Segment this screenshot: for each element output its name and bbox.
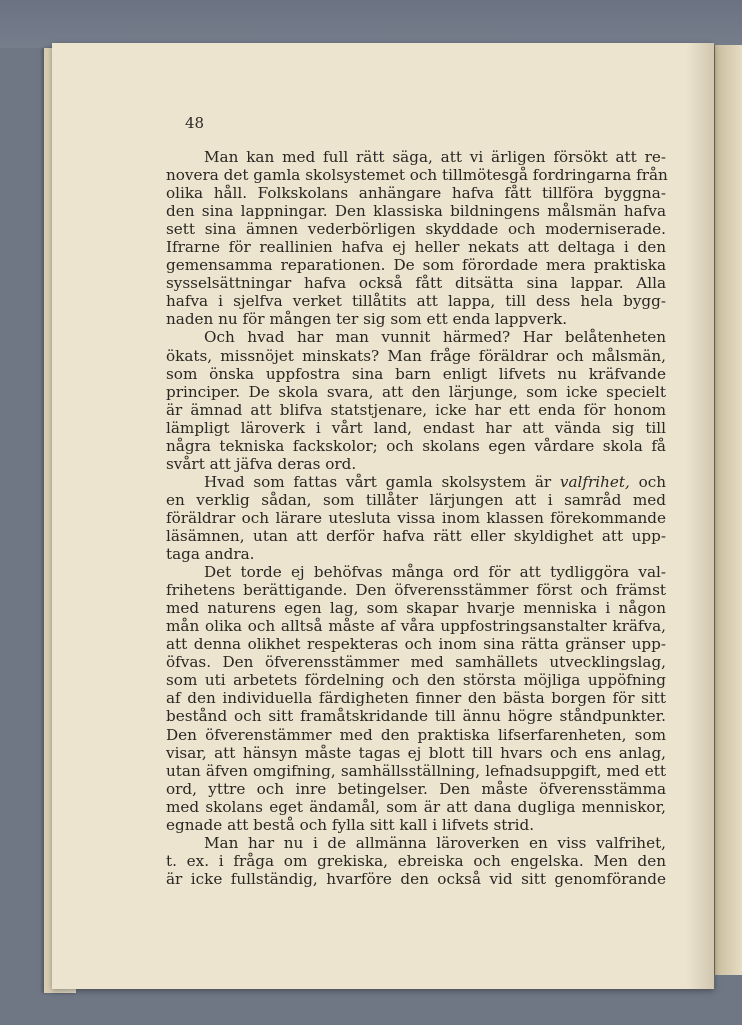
text-line: [166, 581, 666, 599]
text-line-content: är ämnad att blifva statstjenare, icke har ett enda för honom: [166, 400, 666, 419]
text-line: [166, 870, 666, 888]
text-line-content: med naturens egen lag, som skapar hvarje menniska i någon: [166, 599, 666, 618]
text-line-tail: och: [629, 472, 666, 491]
text-line: [166, 202, 666, 220]
text-line-content: är icke fullständig, hvarföre den också vid sitt genomförande: [166, 869, 666, 888]
text-line: [166, 563, 666, 581]
text-line: [166, 383, 666, 401]
text-line: [166, 798, 666, 816]
text-line-content: t. ex. i fråga om grekiska, ebreiska och engelska. Men den: [166, 851, 666, 870]
text-line-content: utan äfven omgifning, samhällsställning, lefnadsuppgift, med ett: [166, 761, 666, 780]
text-line-content: naden nu för mången ter sig som ett enda lappverk.: [166, 310, 568, 329]
text-line: [166, 780, 666, 798]
facing-page-edge: [714, 45, 742, 975]
text-line: [166, 527, 666, 545]
text-line-content: af den individuella färdigheten finner den bästa borgen för sitt: [166, 689, 666, 708]
text-line-content: Och hvad har man vunnit härmed? Har belåtenheten: [204, 328, 666, 347]
text-line-content: en verklig sådan, som tillåter lärjungen att i samråd med: [166, 490, 666, 509]
text-line-content: novera det gamla skolsystemet och tillmötesgå fordringarna från: [166, 166, 668, 185]
text-line-content: gemensamma reparationen. De som förordade mera praktiska: [166, 256, 666, 275]
text-line-content: sett sina ämnen vederbörligen skyddade och moderniserade.: [166, 220, 666, 239]
text-line-content: ord, yttre och inre betingelser. Den måste öfverensstämma: [166, 779, 666, 798]
text-line: [166, 310, 666, 328]
text-line: [166, 347, 666, 365]
text-line: [166, 635, 666, 653]
text-line: [166, 184, 666, 202]
text-line: [166, 816, 666, 834]
text-line: [166, 599, 666, 617]
text-line-content: öfvas. Den öfverensstämmer med samhällets utvecklingslag,: [166, 653, 666, 672]
text-line: [166, 689, 666, 707]
body-text: [166, 148, 666, 888]
text-line-content: läsämnen, utan att derför hafva rätt eller skyldighet att upp-: [166, 526, 666, 545]
text-line: [166, 274, 666, 292]
text-line-content: frihetens berättigande. Den öfverensstämmer först och främst: [166, 581, 666, 600]
text-line: [166, 744, 666, 762]
text-line: [166, 509, 666, 527]
text-line: [166, 617, 666, 635]
text-line-content: principer. De skola svara, att den lärjunge, som icke specielt: [166, 382, 666, 401]
text-line-content: bestånd och sitt framåtskridande till ännu högre ståndpunkter.: [166, 707, 666, 726]
text-line: [166, 365, 666, 383]
text-line: [166, 762, 666, 780]
text-line-content: olika håll. Folkskolans anhängare hafva fått tillföra byggna-: [166, 184, 666, 203]
text-line: [166, 834, 666, 852]
text-line: [166, 455, 666, 473]
text-line-content: svårt att jäfva deras ord.: [166, 454, 357, 473]
text-line: [166, 545, 666, 563]
text-line: [166, 328, 666, 346]
text-line-content: Man har nu i de allmänna läroverken en viss valfrihet,: [204, 833, 666, 852]
text-line-content: Man kan med full rätt säga, att vi ärligen försökt att re-: [204, 148, 666, 166]
text-line: [166, 726, 666, 744]
text-line: [166, 419, 666, 437]
text-line: [166, 401, 666, 419]
text-line-content: egnade att bestå och fylla sitt kall i lifvets strid.: [166, 815, 535, 834]
text-line: [166, 437, 666, 455]
text-line: [166, 148, 666, 166]
text-line-content: Hvad som fattas vårt gamla skolsystem är: [204, 472, 560, 491]
text-line-content: hafva i sjelfva verket tillåtits att lappa, till dess hela bygg-: [166, 292, 666, 311]
text-line-content: mån olika och alltså måste af våra uppfostringsanstalter kräfva,: [166, 617, 666, 636]
text-line: [166, 166, 666, 184]
text-line-content: att denna olikhet respekteras och inom sina rätta gränser upp-: [166, 635, 666, 654]
text-line: [166, 256, 666, 274]
text-line: [166, 707, 666, 725]
text-line: [166, 238, 666, 256]
text-line-content: Det torde ej behöfvas många ord för att tydliggöra val-: [204, 563, 666, 582]
text-line-content: som önska uppfostra sina barn enligt lifvets nu kräfvande: [166, 364, 666, 383]
text-line-content: några tekniska fackskolor; och skolans egen vårdare skola få: [166, 436, 666, 455]
text-line-content: lämpligt läroverk i vårt land, endast har att vända sig till: [166, 418, 666, 437]
text-line-content: visar, att hänsyn måste tagas ej blott till hvars och ens anlag,: [166, 743, 666, 762]
text-line: [166, 292, 666, 310]
text-line-content: föräldrar och lärare utesluta vissa inom klassen förekommande: [166, 508, 666, 527]
text-line: [166, 671, 666, 689]
text-line-content: Ifrarne för reallinien hafva ej heller nekats att deltaga i den: [166, 238, 666, 257]
backdrop: [0, 0, 742, 48]
text-line-content: sysselsättningar hafva också fått ditsätta sina lappar. Alla: [166, 274, 666, 293]
text-line-content: som uti arbetets fördelning och den största möjliga uppöfning: [166, 671, 666, 690]
text-line-content: med skolans eget ändamål, som är att dana dugliga menniskor,: [166, 797, 666, 816]
text-line: [166, 473, 666, 491]
text-line: [166, 491, 666, 509]
page-number: 48: [185, 114, 205, 132]
text-line-emphasis: valfrihet,: [559, 472, 630, 491]
text-line-content: ökats, missnöjet minskats? Man fråge föräldrar och målsmän,: [166, 346, 666, 365]
text-line: [166, 653, 666, 671]
text-line-content: Den öfverenstämmer med den praktiska lifserfarenheten, som: [166, 725, 666, 744]
text-line: [166, 852, 666, 870]
text-line-content: taga andra.: [166, 545, 255, 564]
text-line-content: den sina lappningar. Den klassiska bildningens målsmän hafva: [166, 202, 666, 221]
text-line: [166, 220, 666, 238]
